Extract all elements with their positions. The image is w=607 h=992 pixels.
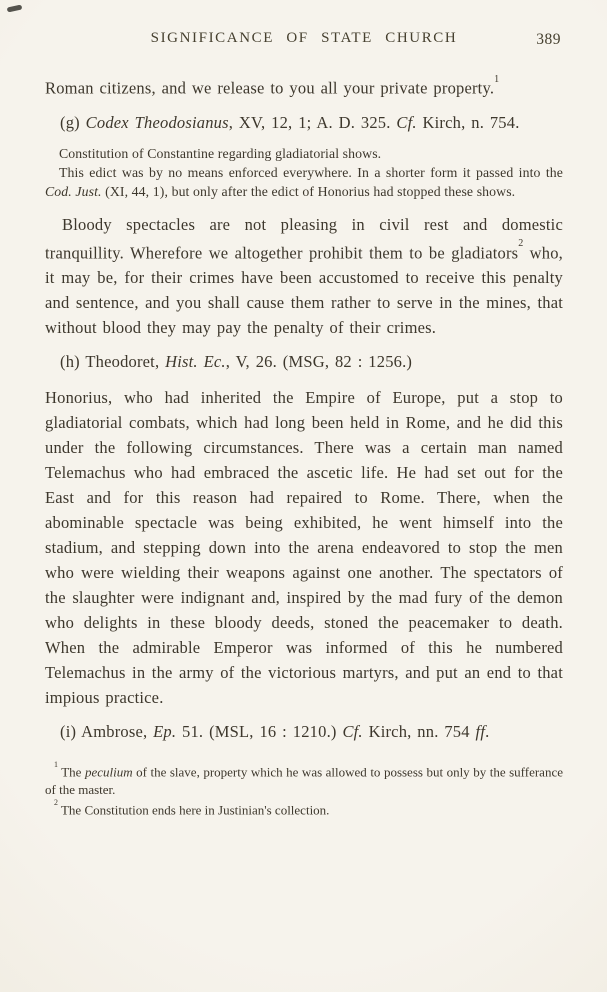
page-number: 389	[536, 31, 561, 48]
footnote-ref-2: 2	[518, 238, 524, 250]
text-run: , V, 26. (MSG, 82 : 1256.)	[225, 352, 413, 371]
text-run: , XV, 12, 1; A. D. 325.	[228, 112, 397, 132]
text-run: Honorius, who had inherited the Empire of Europe, put a stop to gladiatorial combats, which had long been held in Rome, and he did this under the following circumstances. There was a certain man named Telemachus who had embraced the ascetic life. He had set out for the East and for this reason had repaired to Rome. There, when the abominable spectacle was being exhibited, he went himself into the stadium, and stepping down into the arena endeavored to stop the men who were wielding their weapons against one another. The spectators of the slaughter were indignant and, inspired by the mad fury of the demon who delights in these bloody deeds, stoned the peacemaker to death. When the admirable Emperor was informed of this he numbered Telemachus in the army of the victorious martyrs, and put an end to that impious practice.	[45, 388, 563, 707]
footnote-1	[45, 760, 563, 798]
text-run: (h) Theodoret,	[60, 352, 166, 371]
text-run: (g)	[60, 112, 86, 132]
text-run: Bloody spectacles are not pleasing in civil rest and domestic tranquillity. Wherefore we altogether prohibit them to be gladiators	[45, 214, 563, 262]
footnote-2-number: 2	[54, 798, 58, 808]
running-title: SIGNIFICANCE OF STATE CHURCH	[150, 30, 458, 46]
editor-note-line-2	[45, 163, 563, 201]
text-run: (i) Ambrose,	[60, 722, 154, 741]
italic-run: Cf.	[342, 722, 363, 741]
editor-note	[45, 144, 563, 201]
text-run: (XI, 44, 1), but only after the edict of Honorius had stopped these shows.	[101, 183, 516, 199]
text-run: The Constitution ends here in Justinian's collection.	[57, 802, 330, 818]
italic-run: Codex Theodosianus	[85, 112, 229, 132]
footnote-ref-1: 1	[494, 73, 500, 85]
italic-run: Ep.	[153, 722, 177, 741]
italic-run: Cf.	[396, 112, 417, 132]
page-header	[45, 30, 563, 50]
text-run: Roman citizens, and we release to you all your private property.	[45, 78, 495, 98]
paragraph-continuation	[45, 72, 563, 101]
footnotes	[45, 760, 563, 819]
text-run: 51. (MSL, 16 : 1210.)	[176, 722, 343, 741]
text-run: Kirch, n. 754.	[416, 112, 520, 132]
text-run: .	[485, 722, 490, 741]
footnote-2	[45, 798, 563, 819]
italic-run: Hist. Ec.	[165, 352, 226, 371]
text-run: This edict was by no means enforced everywhere. In a shorter form it passed into the	[59, 164, 563, 180]
text-run: who, it may be, for their crimes have been accustomed to receive this penalty and sentence, and you shall cause them rather to serve in the mines, that without blood they may pay the penalty of their crimes.	[45, 243, 563, 337]
text-run: Constitution of Constantine regarding gladiatorial shows.	[59, 145, 382, 161]
text-run: Kirch, nn. 754	[362, 722, 476, 741]
italic-run: ff	[475, 722, 486, 741]
citation-i	[45, 719, 563, 744]
text-run: The	[57, 764, 85, 780]
citation-g	[45, 110, 563, 135]
footnote-1-number: 1	[54, 760, 58, 770]
citation-h	[45, 349, 563, 374]
editor-note-line-1	[45, 144, 563, 163]
italic-run: Cod. Just.	[45, 183, 102, 199]
quote-theodoret	[45, 385, 563, 710]
quote-constantine	[45, 212, 563, 341]
ink-mark	[7, 4, 23, 12]
italic-run: peculium	[84, 764, 133, 780]
text-run: of the slave, property which he was allowed to possess but only by the sufferance of the master.	[45, 764, 563, 797]
